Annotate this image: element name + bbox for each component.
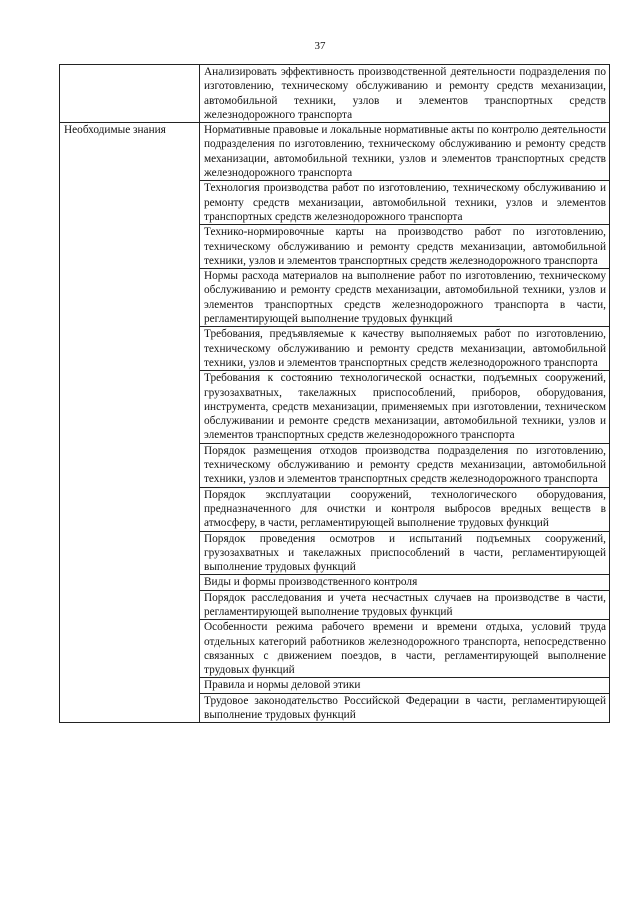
skill-text: Анализировать эффективность производственной деятельности подразделения по изготовлению, техническому обслуживанию и ремонту средств механизации, автомобильной техники, узлов и элементов транспортных средств железнодорожного транспорта bbox=[200, 65, 610, 123]
knowledge-item: Технология производства работ по изготовлению, техническому обслуживанию и ремонту средств механизации, автомобильной техники, узлов и элементов транспортных средств железнодорожного транспорта bbox=[200, 181, 610, 225]
knowledge-item: Нормативные правовые и локальные нормативные акты по контролю деятельности подразделения по изготовлению, техническому обслуживанию и ремонту средств механизации, автомобильной техники, узлов и элементов транспортных средств железнодорожного транспорта bbox=[200, 123, 610, 181]
knowledge-item: Виды и формы производственного контроля bbox=[200, 575, 610, 590]
knowledge-item: Порядок размещения отходов производства подразделения по изготовлению, техническому обслуживанию и ремонту средств механизации, автомобильной техники, узлов и элементов транспортных средств железнодорожного транспорта bbox=[200, 443, 610, 487]
knowledge-table bbox=[59, 64, 610, 723]
knowledge-item: Трудовое законодательство Российской Федерации в части, регламентирующей выполнение трудовых функций bbox=[200, 693, 610, 723]
knowledge-item: Нормы расхода материалов на выполнение работ по изготовлению, техническому обслуживанию и ремонту средств механизации, автомобильной техники, узлов и элементов транспортных средств железнодорожного транспорта в части, регламентирующей выполнение трудовых функций bbox=[200, 269, 610, 327]
knowledge-item: Требования к состоянию технологической оснастки, подъемных сооружений, грузозахватных, такелажных приспособлений, приборов, оборудования, инструмента, средств механизации, применяемых при изготовлении, техническом обслуживании и ремонте средств механизации, автомобильной техники, узлов и элементов транспортных средств железнодорожного транспорта bbox=[200, 371, 610, 443]
knowledge-item: Порядок проведения осмотров и испытаний подъемных сооружений, грузозахватных и такелажных приспособлений в части, регламентирующей выполнение трудовых функций bbox=[200, 531, 610, 575]
knowledge-item: Порядок расследования и учета несчастных случаев на производстве в части, регламентирующей выполнение трудовых функций bbox=[200, 590, 610, 620]
knowledge-item: Особенности режима рабочего времени и времени отдыха, условий труда отдельных категорий работников железнодорожного транспорта, непосредственно связанных с движением поездов, в части, регламентирующей выполнение трудовых функций bbox=[200, 620, 610, 678]
knowledge-item: Требования, предъявляемые к качеству выполняемых работ по изготовлению, техническому обслуживанию и ремонту средств механизации, автомобильной техники, узлов и элементов транспортных средств железнодорожного транспорта bbox=[200, 327, 610, 371]
page-number: 37 bbox=[314, 40, 326, 52]
row-label-empty bbox=[60, 65, 200, 123]
knowledge-item: Правила и нормы деловой этики bbox=[200, 678, 610, 693]
table-row bbox=[60, 65, 610, 123]
knowledge-item: Технико-нормировочные карты на производство работ по изготовлению, техническому обслуживанию и ремонту средств механизации, автомобильной техники, узлов и элементов транспортных средств железнодорожного транспорта bbox=[200, 225, 610, 269]
knowledge-item: Порядок эксплуатации сооружений, технологического оборудования, предназначенного для очистки и контроля выбросов вредных веществ в атмосферу, в части, регламентирующей выполнение трудовых функций bbox=[200, 487, 610, 531]
table-row bbox=[60, 123, 610, 181]
required-knowledge-label: Необходимые знания bbox=[60, 123, 200, 723]
